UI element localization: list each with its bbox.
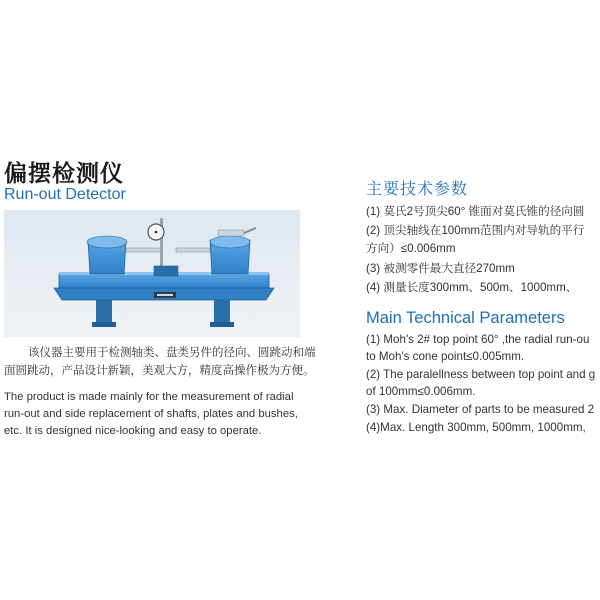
spec-cn-item: (4) 测量长度300mm、500m、1000mm、 (366, 281, 578, 294)
description-cn-line2: 面圆跳动，产品设计新颖，美观大方，精度高操作极为方便。 (4, 363, 315, 377)
spec-en-item: to Moh's cone point≤0.005mm. (366, 350, 525, 363)
description-en-line2: run-out and side replacement of shafts, plates and bushes, (4, 408, 298, 420)
spec-en-item: (4)Max. Length 300mm, 500mm, 1000mm, (366, 421, 586, 434)
runout-detector-photo (4, 210, 300, 337)
spec-cn-item: (3) 被测零件最大直径270mm (366, 262, 515, 275)
description-cn-line1: 该仪器主要用于检测轴类、盘类另件的径向、圆跳动和端 (28, 345, 316, 359)
spec-en-item: (1) Moh's 2# top point 60° ,the radial run-ou (366, 333, 590, 346)
spec-cn-item: (1) 莫氏2号顶尖60° 锥面对莫氏锥的径向圆 (366, 205, 585, 218)
spec-cn-item: 方向）≤0.006mm (366, 242, 456, 255)
spec-en-item: of 100mm≤0.006mm. (366, 385, 476, 398)
product-title-en: Run-out Detector (4, 186, 126, 203)
description-en (4, 389, 298, 440)
spec-en-item: (2) The paralellness between top point and g (366, 368, 596, 381)
specs-title-en: Main Technical Parameters (366, 309, 565, 327)
spec-cn-item: (2) 顶尖轴线在100mm范围内对导轨的平行 (366, 224, 585, 237)
product-title-cn: 偏摆检测仪 (4, 161, 124, 187)
spec-en-item: (3) Max. Diameter of parts to be measured 2 (366, 403, 595, 416)
description-en-line1: The product is made mainly for the measurement of radial (4, 391, 294, 403)
description-en-line3: etc. It is designed nice-looking and easy to operate. (4, 425, 262, 437)
specs-title-cn: 主要技术参数 (366, 179, 469, 198)
